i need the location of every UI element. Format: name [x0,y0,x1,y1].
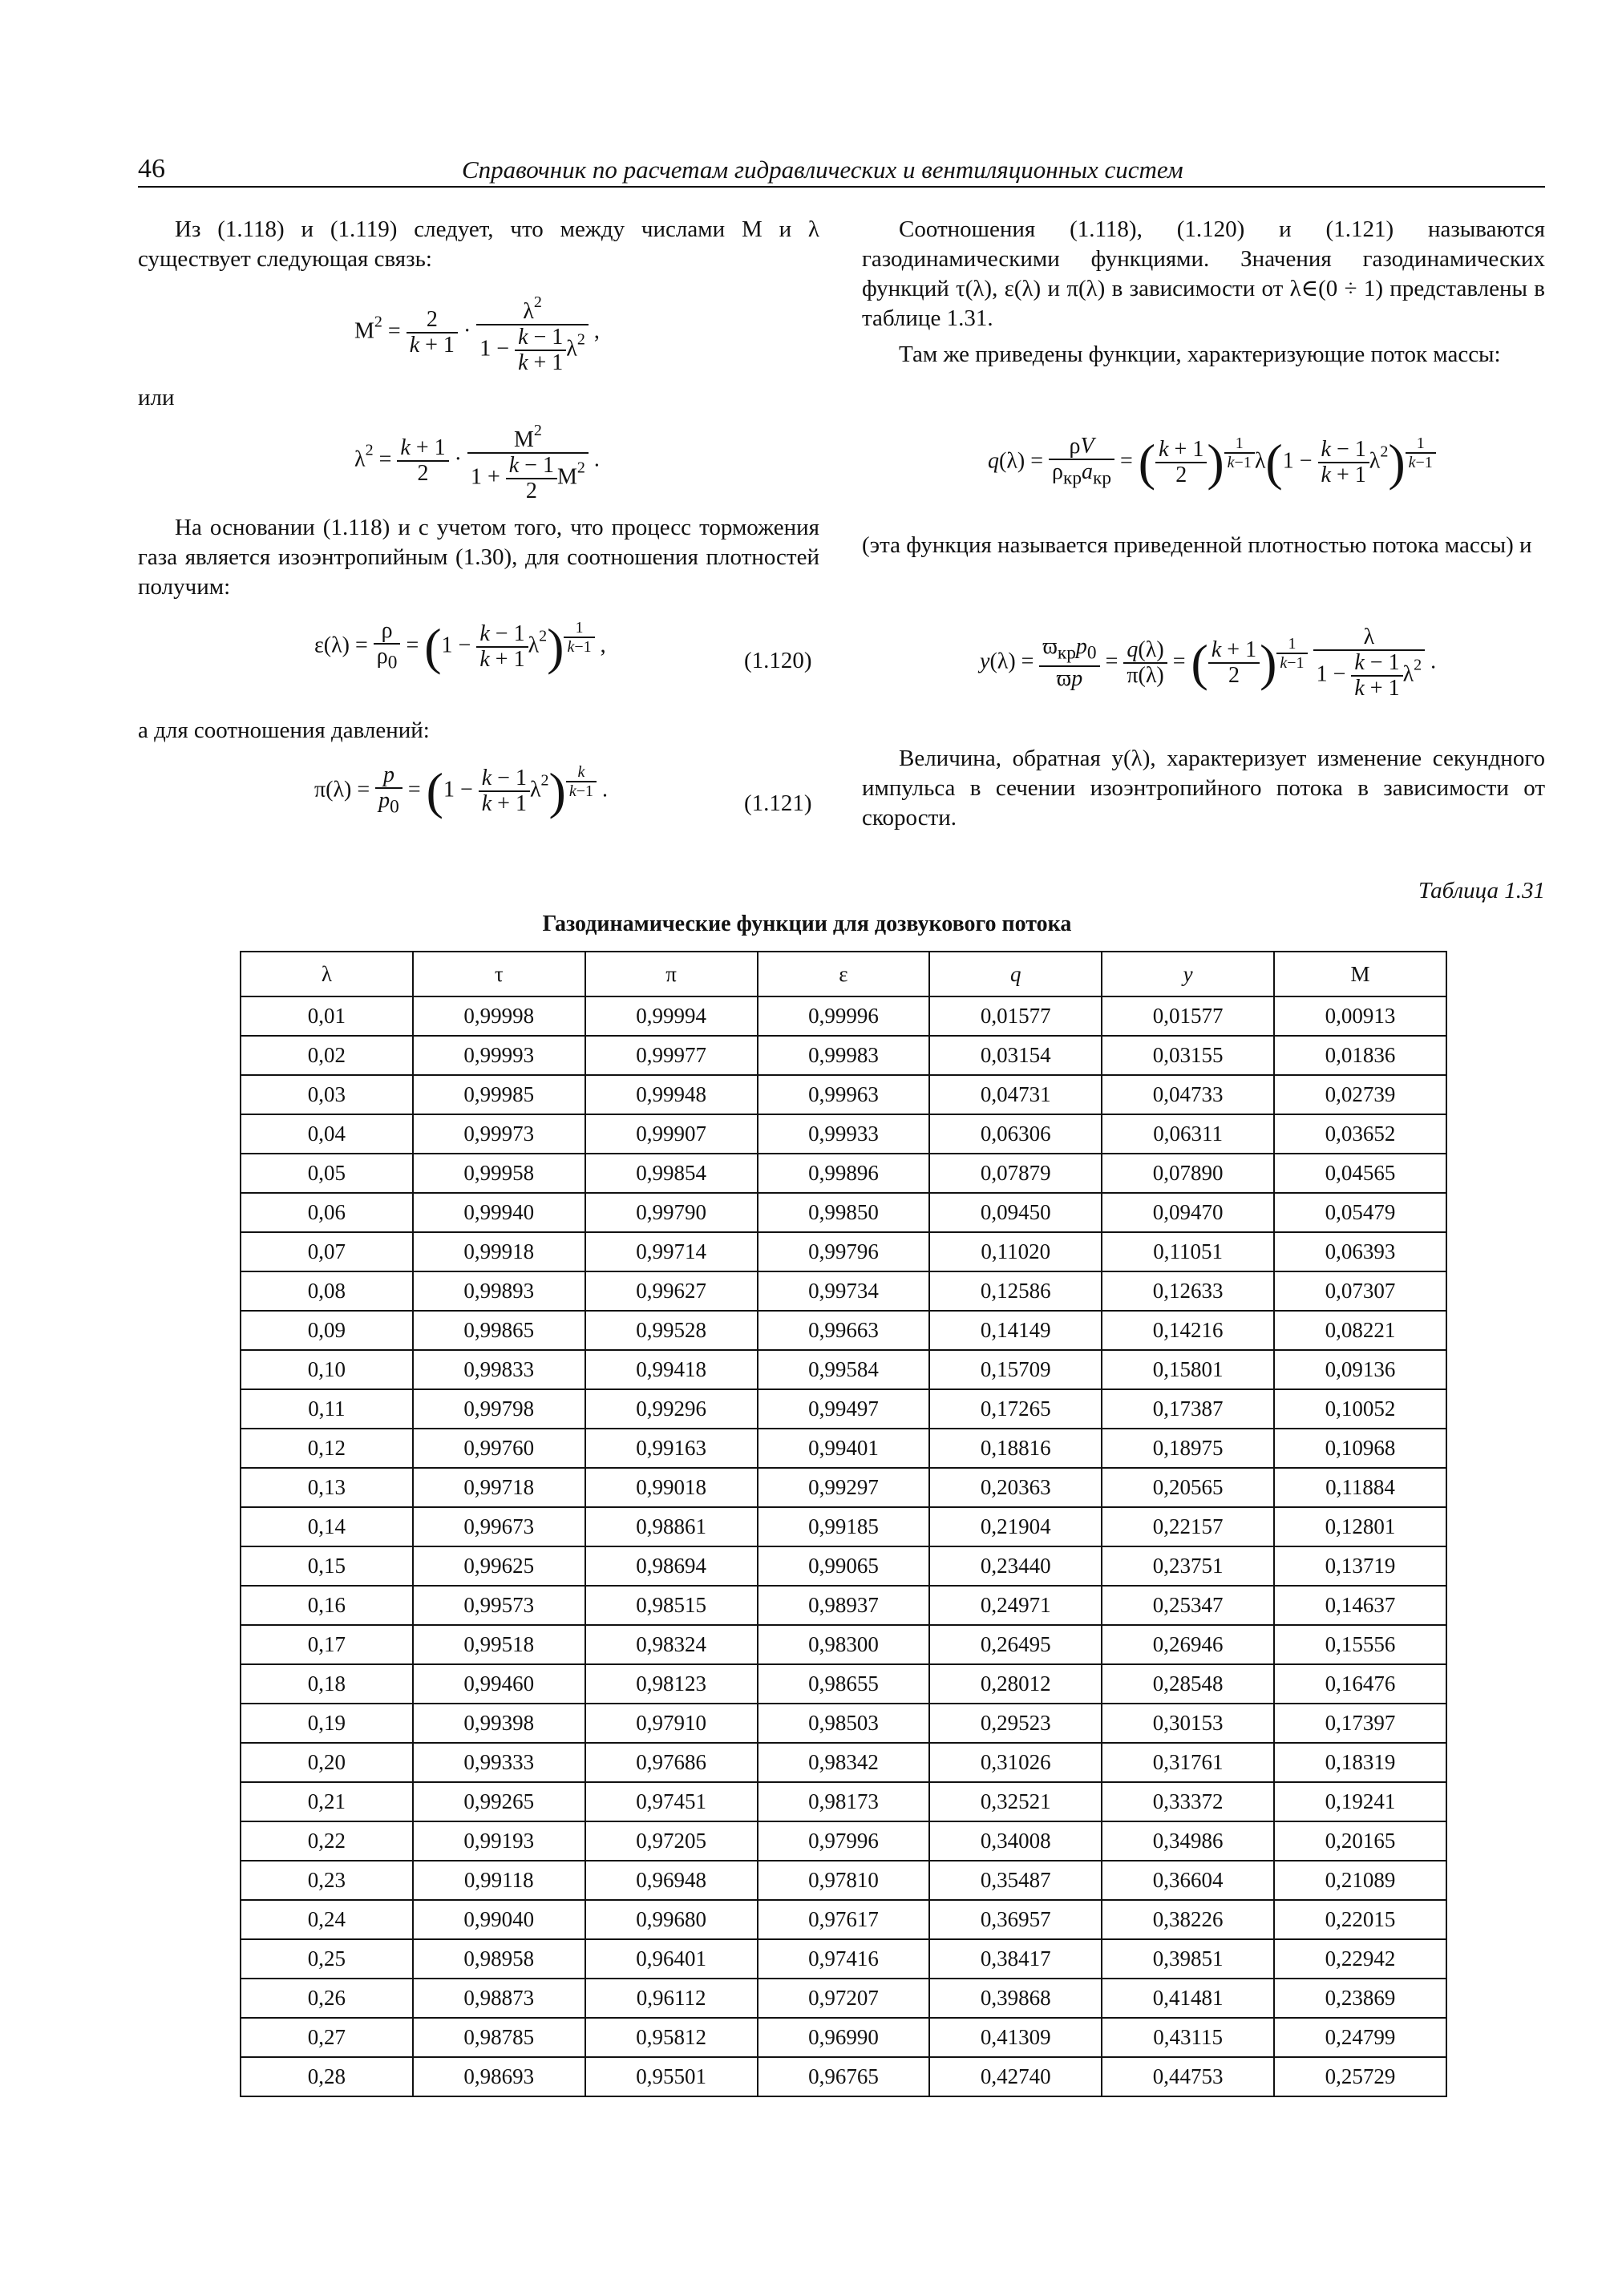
table-cell: 0,34986 [1102,1821,1274,1861]
left-paragraph-3: а для соотношения давлений: [138,718,430,743]
table-caption: Таблица 1.31 [1418,878,1545,903]
left-intro [138,215,819,274]
table-cell: 0,96112 [585,1979,758,2018]
table-cell: 0,99163 [585,1429,758,1468]
table-cell: 0,25347 [1102,1586,1274,1625]
table-cell: 0,97910 [585,1704,758,1743]
table-cell: 0,99963 [758,1075,930,1114]
table-cell: 0,39851 [1102,1939,1274,1979]
table-cell: 0,98937 [758,1586,930,1625]
table-cell: 0,99718 [413,1468,585,1507]
table-cell: 0,01836 [1274,1036,1446,1075]
table-cell: 0,04 [241,1114,413,1154]
table-cell: 0,96948 [585,1861,758,1900]
table-cell: 0,10968 [1274,1429,1446,1468]
table-row [241,1271,1446,1311]
table-cell: 0,97996 [758,1821,930,1861]
table-cell: 0,21904 [929,1507,1102,1546]
table-cell: 0,97617 [758,1900,930,1939]
table-cell: 0,17387 [1102,1389,1274,1429]
table-cell: 0,07879 [929,1154,1102,1193]
table-row [241,1939,1446,1979]
table-cell: 0,19241 [1274,1782,1446,1821]
left-or [138,383,378,413]
table-cell: 0,98515 [585,1586,758,1625]
table-cell: 0,11884 [1274,1468,1446,1507]
table-cell: 0,34008 [929,1821,1102,1861]
col-header-tau: τ [413,952,585,996]
table-cell: 0,98173 [758,1782,930,1821]
table-cell: 0,09470 [1102,1193,1274,1232]
table-cell: 0,99896 [758,1154,930,1193]
table-cell: 0,01 [241,996,413,1036]
table-cell: 0,31026 [929,1743,1102,1782]
table-row [241,1114,1446,1154]
table-cell: 0,08221 [1274,1311,1446,1350]
table-cell: 0,99193 [413,1821,585,1861]
table-cell: 0,10 [241,1350,413,1389]
left-paragraph-3-block [138,716,819,746]
table-header-row [241,952,1446,996]
table-cell: 0,99663 [758,1311,930,1350]
table-cell: 0,99734 [758,1271,930,1311]
table-cell: 0,03155 [1102,1036,1274,1075]
table-cell: 0,20 [241,1743,413,1782]
table-cell: 0,28548 [1102,1664,1274,1704]
table-cell: 0,23 [241,1861,413,1900]
left-paragraph-2-block [138,513,819,602]
table-cell: 0,99627 [585,1271,758,1311]
formula-m-squared: $M^2$ = $\frac{2}{k + 1}$ · $\lambda^2$ 1 − $\frac{k - 1}{k + 1}$ $\lambda^2$ , [354,290,600,375]
table-cell: 0,98324 [585,1625,758,1664]
table-cell: 0,99333 [413,1743,585,1782]
table-cell: 0,99958 [413,1154,585,1193]
table-cell: 0,98785 [413,2018,585,2057]
table-cell: 0,38417 [929,1939,1102,1979]
formula-lambda-squared: $\lambda^2$ = $\frac{k + 1}{2}$ · $M^2$ 1 + $\frac{k - 1}{2}$ $M^2$ . [354,418,600,503]
table-cell: 0,31761 [1102,1743,1274,1782]
table-cell: 0,18319 [1274,1743,1446,1782]
table-cell: 0,95501 [585,2057,758,2096]
table-cell: 0,99994 [585,996,758,1036]
table-cell: 0,20165 [1274,1821,1446,1861]
table-cell: 0,35487 [929,1861,1102,1900]
table-cell: 0,18 [241,1664,413,1704]
table-row [241,1350,1446,1389]
table-cell: 0,99933 [758,1114,930,1154]
table-cell: 0,01577 [1102,996,1274,1036]
table-cell: 0,14149 [929,1311,1102,1350]
table-cell: 0,23751 [1102,1546,1274,1586]
table-cell: 0,04733 [1102,1075,1274,1114]
table-row [241,1546,1446,1586]
table-cell: 0,97686 [585,1743,758,1782]
table-cell: 0,26946 [1102,1625,1274,1664]
formula-pi: π(λ) = $\frac{p}{p_0}$ = (1 − $\frac{k - 1}{k + 1}$ $\lambda^2$) $^{\frac{k}{k-1}}$ . [314,762,609,819]
table-cell: 0,23869 [1274,1979,1446,2018]
table-cell: 0,10052 [1274,1389,1446,1429]
table-cell: 0,99998 [413,996,585,1036]
table-cell: 0,99296 [585,1389,758,1429]
table-cell: 0,98342 [758,1743,930,1782]
table-cell: 0,26 [241,1979,413,2018]
table-cell: 0,99265 [413,1782,585,1821]
table-cell: 0,02739 [1274,1075,1446,1114]
table-cell: 0,99584 [758,1350,930,1389]
table-cell: 0,01577 [929,996,1102,1036]
col-header-lambda: λ [241,952,413,996]
table-cell: 0,14637 [1274,1586,1446,1625]
table-cell: 0,96990 [758,2018,930,2057]
table-cell: 0,99401 [758,1429,930,1468]
table-cell: 0,99983 [758,1036,930,1075]
table-cell: 0,98694 [585,1546,758,1586]
table-cell: 0,14 [241,1507,413,1546]
table-cell: 0,06 [241,1193,413,1232]
left-paragraph-2: На основании (1.118) и с учетом того, что процесс торможения газа является изоэнтропийным (1.30), для соотношения плотностей получим: [138,515,819,600]
table-row [241,1979,1446,2018]
table-cell: 0,18975 [1102,1429,1274,1468]
table-cell: 0,98693 [413,2057,585,2096]
table-row [241,1232,1446,1271]
table-cell: 0,99790 [585,1193,758,1232]
table-cell: 0,99680 [585,1900,758,1939]
table-row [241,1782,1446,1821]
table-row [241,1743,1446,1782]
table-cell: 0,42740 [929,2057,1102,2096]
table-cell: 0,99573 [413,1586,585,1625]
table-cell: 0,25 [241,1939,413,1979]
table-cell: 0,99833 [413,1350,585,1389]
table-cell: 0,97205 [585,1821,758,1861]
table-cell: 0,07890 [1102,1154,1274,1193]
table-cell: 0,18816 [929,1429,1102,1468]
col-header-epsilon: ε [758,952,930,996]
table-cell: 0,17 [241,1625,413,1664]
table-cell: 0,99993 [413,1036,585,1075]
table-cell: 0,95812 [585,2018,758,2057]
page-header [138,154,1545,188]
right-paragraph-2: Там же приведены функции, характеризующие поток массы: [899,342,1501,367]
table-cell: 0,21 [241,1782,413,1821]
table-cell: 0,25729 [1274,2057,1446,2096]
table-cell: 0,09 [241,1311,413,1350]
table-cell: 0,99673 [413,1507,585,1546]
table-cell: 0,28 [241,2057,413,2096]
table-cell: 0,07 [241,1232,413,1271]
table-cell: 0,99040 [413,1900,585,1939]
table-cell: 0,99065 [758,1546,930,1586]
table-cell: 0,99850 [758,1193,930,1232]
table-cell: 0,08 [241,1271,413,1311]
table-cell: 0,27 [241,2018,413,2057]
table-cell: 0,99973 [413,1114,585,1154]
table-cell: 0,98503 [758,1704,930,1743]
equation-number-1-121: (1.121) [744,790,812,816]
table-cell: 0,99625 [413,1546,585,1586]
table-cell: 0,98958 [413,1939,585,1979]
table-cell: 0,99854 [585,1154,758,1193]
table-row [241,1429,1446,1468]
table-cell: 0,43115 [1102,2018,1274,2057]
table-cell: 0,36957 [929,1900,1102,1939]
table-cell: 0,39868 [929,1979,1102,2018]
table-cell: 0,11051 [1102,1232,1274,1271]
table-cell: 0,99948 [585,1075,758,1114]
table-cell: 0,97416 [758,1939,930,1979]
table-cell: 0,99714 [585,1232,758,1271]
table-cell: 0,22 [241,1821,413,1861]
table-cell: 0,22015 [1274,1900,1446,1939]
table-cell: 0,03652 [1274,1114,1446,1154]
table-cell: 0,15 [241,1546,413,1586]
table-cell: 0,99985 [413,1075,585,1114]
table-cell: 0,17265 [929,1389,1102,1429]
table-cell: 0,06306 [929,1114,1102,1154]
table-cell: 0,41481 [1102,1979,1274,2018]
right-paragraph-4-block [862,744,1545,833]
col-header-pi: π [585,952,758,996]
table-cell: 0,29523 [929,1704,1102,1743]
table-cell: 0,96765 [758,2057,930,2096]
table-cell: 0,99865 [413,1311,585,1350]
table-cell: 0,24799 [1274,2018,1446,2057]
table-cell: 0,21089 [1274,1861,1446,1900]
right-paragraph-3-block [862,531,1545,560]
table-cell: 0,98861 [585,1507,758,1546]
table-cell: 0,04565 [1274,1154,1446,1193]
table-cell: 0,19 [241,1704,413,1743]
table-cell: 0,99996 [758,996,930,1036]
table-cell: 0,17397 [1274,1704,1446,1743]
table-cell: 0,16 [241,1586,413,1625]
table-cell: 0,99893 [413,1271,585,1311]
table-cell: 0,03154 [929,1036,1102,1075]
col-header-y: y [1102,952,1274,996]
table-cell: 0,04731 [929,1075,1102,1114]
table-cell: 0,03 [241,1075,413,1114]
table-cell: 0,99185 [758,1507,930,1546]
table-cell: 0,98873 [413,1979,585,2018]
table-cell: 0,23440 [929,1546,1102,1586]
table-cell: 0,12586 [929,1271,1102,1311]
table-cell: 0,24 [241,1900,413,1939]
running-title: Справочник по расчетам гидравлических и вентиляционных систем [462,156,1183,184]
table-cell: 0,97451 [585,1782,758,1821]
table-title: Газодинамические функции для дозвукового потока [542,912,1072,936]
table-cell: 0,11020 [929,1232,1102,1271]
table-cell: 0,32521 [929,1782,1102,1821]
table-row [241,1704,1446,1743]
right-paragraph-3: (эта функция называется приведенной плотностью потока массы) и [862,532,1532,558]
table-cell: 0,99940 [413,1193,585,1232]
table-cell: 0,99297 [758,1468,930,1507]
or-word: или [138,385,175,410]
table-cell: 0,99418 [585,1350,758,1389]
table-cell: 0,99977 [585,1036,758,1075]
table-cell: 0,41309 [929,2018,1102,2057]
table-cell: 0,97810 [758,1861,930,1900]
table-cell: 0,98300 [758,1625,930,1664]
table-cell: 0,09450 [929,1193,1102,1232]
table-row [241,1154,1446,1193]
table-cell: 0,20565 [1102,1468,1274,1507]
table-cell: 0,38226 [1102,1900,1274,1939]
table-cell: 0,00913 [1274,996,1446,1036]
table-cell: 0,20363 [929,1468,1102,1507]
table-row [241,1075,1446,1114]
table-cell: 0,99798 [413,1389,585,1429]
col-header-m: M [1274,952,1446,996]
table-cell: 0,16476 [1274,1664,1446,1704]
table-row [241,1586,1446,1625]
table-row [241,1389,1446,1429]
table-row [241,1193,1446,1232]
table-cell: 0,98123 [585,1664,758,1704]
table-cell: 0,99497 [758,1389,930,1429]
equation-number-1-120: (1.120) [744,648,812,673]
table-cell: 0,06393 [1274,1232,1446,1271]
table-cell: 0,99018 [585,1468,758,1507]
table-cell: 0,30153 [1102,1704,1274,1743]
table-cell: 0,96401 [585,1939,758,1979]
table-cell: 0,11 [241,1389,413,1429]
table-cell: 0,26495 [929,1625,1102,1664]
table-row [241,1861,1446,1900]
table-row [241,1507,1446,1546]
table-cell: 0,99460 [413,1664,585,1704]
table-cell: 0,99118 [413,1861,585,1900]
table-row [241,1664,1446,1704]
table-cell: 0,05479 [1274,1193,1446,1232]
table-cell: 0,28012 [929,1664,1102,1704]
table-cell: 0,15556 [1274,1625,1446,1664]
table-cell: 0,05 [241,1154,413,1193]
table-cell: 0,13 [241,1468,413,1507]
left-paragraph-1: Из (1.118) и (1.119) следует, что между числами М и λ существует следующая связь: [138,216,819,272]
table-cell: 0,06311 [1102,1114,1274,1154]
table-row [241,1036,1446,1075]
table-cell: 0,99528 [585,1311,758,1350]
table-cell: 0,33372 [1102,1782,1274,1821]
table-cell: 0,02 [241,1036,413,1075]
table-row [241,1625,1446,1664]
table-cell: 0,99796 [758,1232,930,1271]
table-cell: 0,13719 [1274,1546,1446,1586]
table-row [241,1900,1446,1939]
formula-q: q(λ) = ρV $\rho_{кр}a_{кр}$ = ( $\frac{k + 1}{2}$ ) $^{\frac{1}{k-1}}$ λ(1 − $\frac{k - 1}{k + 1}$ $\lambda^2$) $^{\frac{1}{k-1}}$ [988,433,1436,492]
table-cell: 0,12 [241,1429,413,1468]
col-header-q: q [929,952,1102,996]
table-row [241,2057,1446,2096]
formula-epsilon: ε(λ) = $\frac{\rho}{\rho_0}$ = (1 − $\frac{k - 1}{k + 1}$ $\lambda^2$) $^{\frac{1}{k-1}}$ , [314,618,606,675]
right-intro [862,215,1545,370]
table-cell: 0,24971 [929,1586,1102,1625]
table-cell: 0,36604 [1102,1861,1274,1900]
table-row [241,2018,1446,2057]
table-cell: 0,15801 [1102,1350,1274,1389]
table-row [241,996,1446,1036]
table-row [241,1468,1446,1507]
table-cell: 0,99760 [413,1429,585,1468]
table-cell: 0,22157 [1102,1507,1274,1546]
table-cell: 0,99918 [413,1232,585,1271]
table-cell: 0,22942 [1274,1939,1446,1979]
right-paragraph-1: Соотношения (1.118), (1.120) и (1.121) называются газодинамическими функциями. Значения газодинамических функций τ(λ), ε(λ) и π(λ) в зависимости от λ∈(0 ÷ 1) представлены в таблице 1.31. [862,216,1545,331]
gasdynamic-functions-table [240,951,1447,2097]
table-cell: 0,09136 [1274,1350,1446,1389]
table-cell: 0,14216 [1102,1311,1274,1350]
table-cell: 0,44753 [1102,2057,1274,2096]
table-cell: 0,12801 [1274,1507,1446,1546]
formula-y: y(λ) = $ϖ_{кр}p_0$ ϖp = $\frac{q(\lambda)}{\pi(\lambda)}$ = ( $\frac{k + 1}{2}$ ) $^{\frac{1}{k-1}}$ λ 1 − $\frac{k - 1}{k + 1}$ $\lambda^2$ . [980,625,1437,701]
table-cell: 0,98655 [758,1664,930,1704]
table-cell: 0,97207 [758,1979,930,2018]
table-row [241,1821,1446,1861]
table-cell: 0,12633 [1102,1271,1274,1311]
table-cell: 0,99518 [413,1625,585,1664]
page-number: 46 [138,154,165,184]
table-cell: 0,99907 [585,1114,758,1154]
table-cell: 0,99398 [413,1704,585,1743]
table-row [241,1311,1446,1350]
table-cell: 0,15709 [929,1350,1102,1389]
table-cell: 0,07307 [1274,1271,1446,1311]
right-paragraph-4: Величина, обратная y(λ), характеризует изменение секундного импульса в сечении изоэнтропийного потока в зависимости от скорости. [862,746,1545,831]
